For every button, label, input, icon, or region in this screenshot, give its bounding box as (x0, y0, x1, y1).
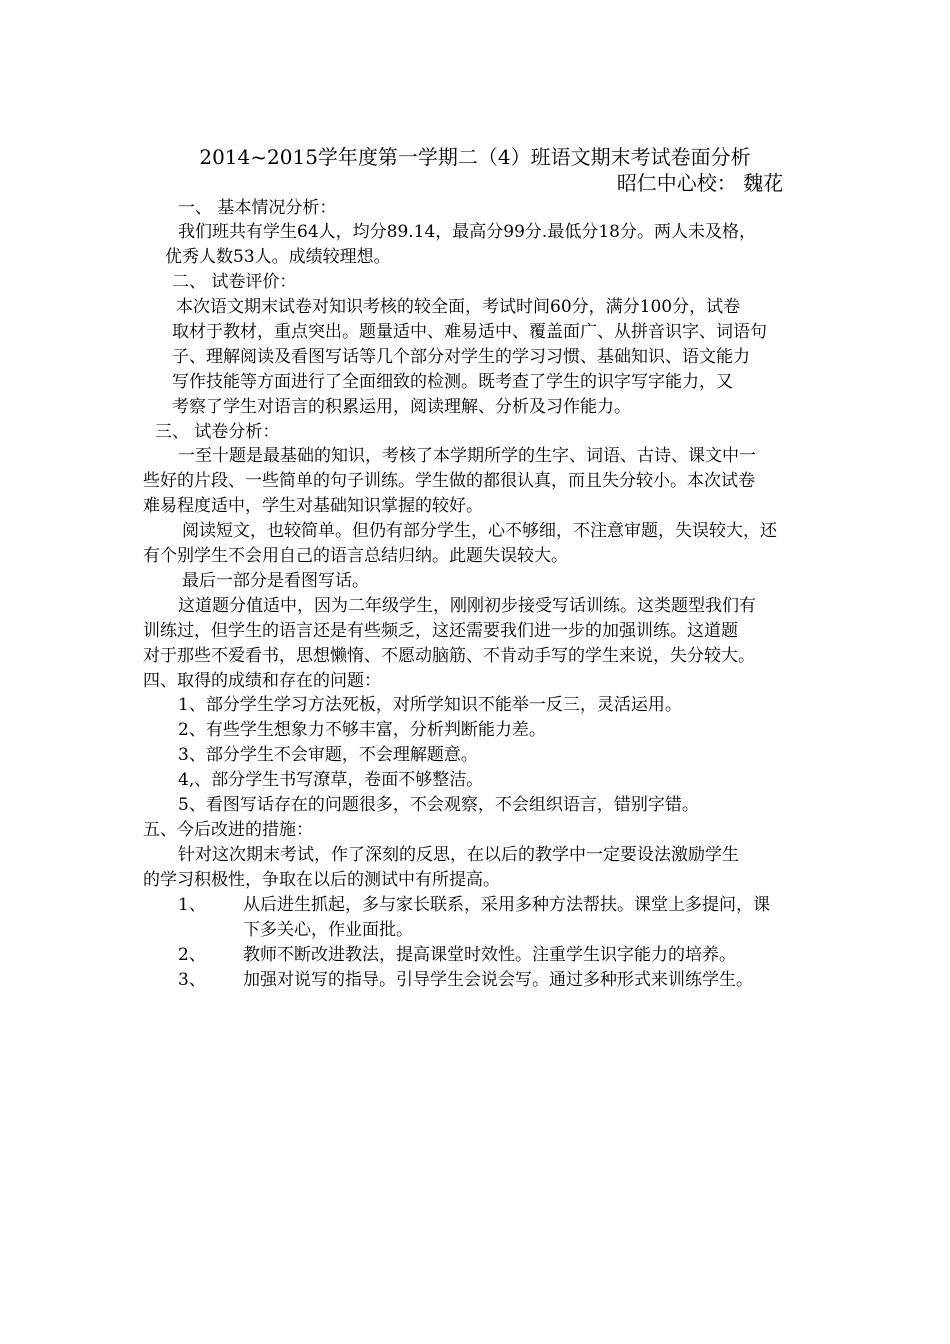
section-5-item-number: 1、 (178, 895, 206, 915)
section-4-item: 5、看图写话存在的问题很多，不会观察，不会组织语言，错别字错。 (178, 795, 699, 815)
document-author: 昭仁中心校： 魏花 (616, 171, 784, 195)
section-2-heading: 二、 试卷评价： (172, 272, 297, 292)
section-5-item-text: 教师不断改进教法，提高课堂时效性。注重学生识字能力的培养。 (243, 945, 736, 965)
section-1-line: 我们班共有学生64人，均分89.14，最高分99分.最低分18分。两人未及格， (178, 222, 756, 242)
section-5-heading: 五、今后改进的措施： (143, 820, 313, 840)
section-2-line: 考察了学生对语言的积累运用，阅读理解、分析及习作能力。 (172, 397, 631, 417)
section-3-line: 这道题分值适中，因为二年级学生，刚刚初步接受写话训练。这类题型我们有 (178, 596, 756, 616)
section-4-item: 3、部分学生不会审题，不会理解题意。 (178, 745, 478, 765)
section-3-line: 阅读短文，也较简单。但仍有部分学生，心不够细，不注意审题，失误较大，还 (182, 521, 777, 541)
section-3-line: 训练过，但学生的语言还是有些频乏，这还需要我们进一步的加强训练。这道题 (143, 621, 738, 641)
section-3-line: 最后一部分是看图写话。 (182, 571, 369, 591)
section-5-line: 针对这次期末考试，作了深刻的反思，在以后的教学中一定要设法激励学生 (178, 845, 739, 865)
section-5-item-text: 从后进生抓起，多与家长联系，采用多种方法帮扶。课堂上多提问，课 (243, 895, 770, 915)
section-4-item: 1、部分学生学习方法死板，对所学知识不能举一反三，灵活运用。 (178, 695, 682, 715)
section-3-line: 有个别学生不会用自己的语言总结归纳。此题失误较大。 (143, 546, 568, 566)
section-3-heading: 三、 试卷分析： (155, 422, 280, 442)
section-4-heading: 四、取得的成绩和存在的问题： (143, 671, 381, 691)
section-3-line: 些好的片段、一些简单的句子训练。学生做的都很认真，而且失分较小。本次试卷 (143, 471, 755, 491)
section-3-line: 对于那些不爱看书，思想懒惰、不愿动脑筋、不肯动手写的学生来说，失分较大。 (143, 646, 755, 666)
section-1-line: 优秀人数53人。成绩较理想。 (165, 247, 391, 267)
section-2-line: 子、理解阅读及看图写话等几个部分对学生的学习习惯、基础知识、语文能力 (172, 347, 750, 367)
section-4-item: 2、有些学生想象力不够丰富，分析判断能力差。 (178, 720, 546, 740)
section-2-line: 写作技能等方面进行了全面细致的检测。既考查了学生的识字写字能力，又 (172, 372, 733, 392)
section-3-line: 难易程度适中，学生对基础知识掌握的较好。 (143, 496, 483, 516)
section-5-item-text: 下多关心，作业面批。 (243, 920, 413, 940)
section-5-item-text: 加强对说写的指导。引导学生会说会写。通过多种形式来训练学生。 (243, 970, 753, 990)
section-4-item: 4,、部分学生书写潦草，卷面不够整洁。 (178, 770, 484, 790)
section-3-line: 一至十题是最基础的知识，考核了本学期所学的生字、词语、古诗、课文中一 (178, 446, 756, 466)
section-5-item-number: 2、 (178, 945, 206, 965)
section-2-line: 本次语文期末试卷对知识考核的较全面，考试时间60分，满分100分，试卷 (176, 297, 741, 317)
section-1-heading: 一、 基本情况分析： (178, 198, 337, 218)
section-5-line: 的学习积极性，争取在以后的测试中有所提高。 (143, 870, 500, 890)
section-2-line: 取材于教材，重点突出。题量适中、难易适中、覆盖面广、从拼音识字、词语句 (172, 322, 767, 342)
section-5-item-number: 3、 (178, 970, 206, 990)
document-title: 2014~2015学年度第一学期二（4）班语文期末考试卷面分析 (199, 145, 751, 169)
